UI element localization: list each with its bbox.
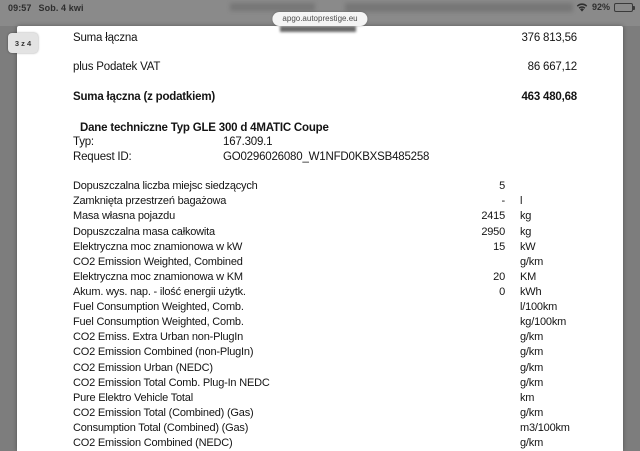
page-indicator-badge[interactable]: 3 z 4 xyxy=(8,33,38,53)
spec-label: Fuel Consumption Weighted, Comb. xyxy=(73,316,244,328)
spec-unit: kWh xyxy=(520,286,542,298)
id-label: Typ: xyxy=(73,136,94,148)
spec-value: 2950 xyxy=(481,226,505,238)
id-label: Request ID: xyxy=(73,151,132,163)
section-title: Dane techniczne Typ GLE 300 d 4MATIC Coupe xyxy=(80,122,329,134)
spec-unit: KM xyxy=(520,271,537,283)
spec-value: 20 xyxy=(493,271,505,283)
spec-value: 2415 xyxy=(481,210,505,222)
spec-label: Dopuszczalna liczba miejsc siedzących xyxy=(73,180,258,192)
table-row xyxy=(17,210,623,225)
status-time-date xyxy=(8,3,84,13)
table-row xyxy=(17,226,623,241)
table-row xyxy=(17,422,623,437)
id-value: GO0296026080_W1NFD0KBXSB485258 xyxy=(223,151,430,163)
spec-label: Dopuszczalna masa całkowita xyxy=(73,226,215,238)
spec-label: CO2 Emission Combined (NEDC) xyxy=(73,437,233,449)
summary-label: plus Podatek VAT xyxy=(73,61,161,73)
table-row xyxy=(17,256,623,271)
spec-value: 15 xyxy=(493,241,505,253)
spec-label: CO2 Emission Total (Combined) (Gas) xyxy=(73,407,254,419)
spec-unit: g/km xyxy=(520,437,544,449)
spec-unit: kg xyxy=(520,210,532,222)
wifi-icon xyxy=(576,3,588,12)
spec-label: Fuel Consumption Weighted, Comb. xyxy=(73,301,244,313)
spec-unit: kW xyxy=(520,241,536,253)
spec-unit: g/km xyxy=(520,331,544,343)
summary-row-total xyxy=(73,91,577,105)
table-row xyxy=(17,195,623,210)
summary-value: 86 667,12 xyxy=(527,61,577,73)
summary-row xyxy=(73,61,577,75)
table-row xyxy=(17,377,623,392)
table-row xyxy=(17,407,623,422)
spec-label: CO2 Emiss. Extra Urban non-PlugIn xyxy=(73,331,244,343)
spec-unit: km xyxy=(520,392,535,404)
table-row xyxy=(17,316,623,331)
id-row xyxy=(73,151,623,165)
spec-unit: g/km xyxy=(520,362,544,374)
address-bar-pill[interactable]: apgo.autoprestige.eu xyxy=(272,12,367,26)
table-row xyxy=(17,271,623,286)
table-row xyxy=(17,241,623,256)
summary-label: Suma łączna xyxy=(73,32,138,44)
spec-label: Consumption Total (Combined) (Gas) xyxy=(73,422,249,434)
spec-value: 0 xyxy=(499,286,505,298)
spec-label: CO2 Emission Combined (non-PlugIn) xyxy=(73,346,254,358)
battery-icon xyxy=(614,3,633,12)
id-value: 167.309.1 xyxy=(223,136,273,148)
spec-unit: kg/100km xyxy=(520,316,567,328)
document-page[interactable] xyxy=(17,26,623,451)
status-indicators xyxy=(576,2,633,12)
spec-unit: kg xyxy=(520,226,532,238)
spec-label: Akum. wys. nap. - ilość energii użytk. xyxy=(73,286,246,298)
spec-label: CO2 Emission Weighted, Combined xyxy=(73,256,243,268)
spec-unit: g/km xyxy=(520,407,544,419)
table-row xyxy=(17,180,623,195)
table-row xyxy=(17,437,623,451)
battery-percent-text: 92% xyxy=(591,2,610,12)
spec-label: Masa własna pojazdu xyxy=(73,210,175,222)
table-row xyxy=(17,286,623,301)
spec-label: CO2 Emission Total Comb. Plug-In NEDC xyxy=(73,377,270,389)
summary-row xyxy=(73,32,577,46)
table-row xyxy=(17,392,623,407)
spec-value: - xyxy=(501,195,505,207)
spec-unit: m3/100km xyxy=(520,422,570,434)
summary-value: 376 813,56 xyxy=(521,32,577,44)
spec-unit: l xyxy=(520,195,523,207)
blurred-toolbar-content xyxy=(345,3,573,12)
table-row xyxy=(17,346,623,361)
blurred-tab-title xyxy=(230,3,315,11)
table-row xyxy=(17,301,623,316)
spec-label: Zamknięta przestrzeń bagażowa xyxy=(73,195,227,207)
spec-unit: l/100km xyxy=(520,301,558,313)
clock-text: 09:57 xyxy=(8,3,32,13)
spec-label: Elektryczna moc znamionowa w kW xyxy=(73,241,243,253)
table-row xyxy=(17,362,623,377)
spec-label: CO2 Emission Urban (NEDC) xyxy=(73,362,213,374)
table-row xyxy=(17,331,623,346)
spec-unit: g/km xyxy=(520,256,544,268)
spec-label: Elektryczna moc znamionowa w KM xyxy=(73,271,243,283)
id-row xyxy=(73,136,623,150)
status-bar xyxy=(0,0,640,26)
spec-unit: g/km xyxy=(520,346,544,358)
summary-value: 463 480,68 xyxy=(521,91,577,103)
date-text: Sob. 4 kwi xyxy=(38,3,84,13)
spec-value: 5 xyxy=(499,180,505,192)
spec-unit: g/km xyxy=(520,377,544,389)
summary-label: Suma łączna (z podatkiem) xyxy=(73,91,215,103)
spec-label: Pure Elektro Vehicle Total xyxy=(73,392,193,404)
